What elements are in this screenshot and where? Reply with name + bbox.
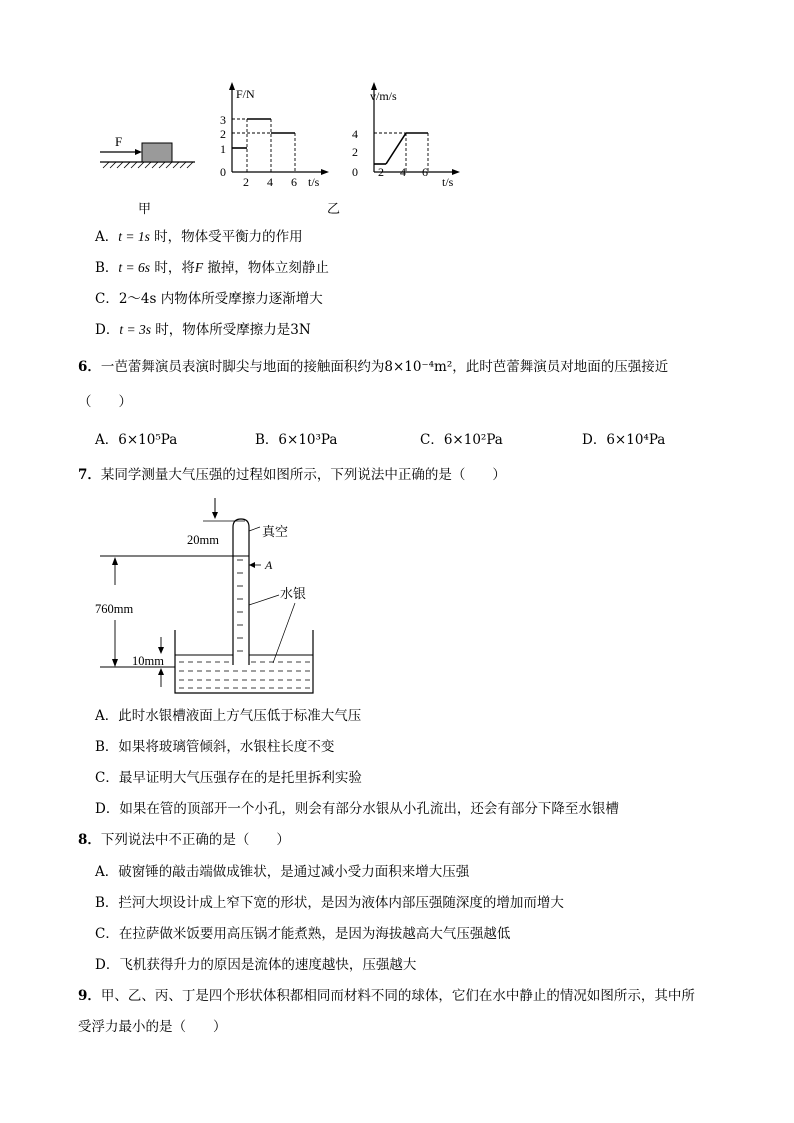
f-tick-1: 1 (220, 142, 226, 156)
v-xtick-4: 4 (400, 165, 406, 179)
v-xtick-6: 6 (422, 165, 428, 179)
q7-option-a: A．此时水银槽液面上方气压低于标准大气压 (95, 708, 362, 724)
q8-option-b: B．拦河大坝设计成上窄下宽的形状，是因为液体内部压强随深度的增加而增大 (95, 895, 564, 911)
q8-option-d: D．飞机获得升力的原因是流体的速度越快，压强越大 (95, 957, 417, 973)
q6-option-c: C．6×10²Pa (420, 432, 503, 448)
q7-option-c: C．最早证明大气压强存在的是托里拆利实验 (95, 770, 362, 786)
force-label: F (115, 134, 123, 149)
label-mercury: 水银 (280, 586, 307, 601)
q5-figure (95, 80, 475, 220)
f-xtick-6: 6 (291, 175, 297, 189)
q6-option-d: D．6×10⁴Pa (582, 432, 666, 448)
f-xtick-4: 4 (267, 175, 273, 189)
v-tick-4: 4 (352, 127, 358, 141)
f-axis-label: F/N (236, 87, 255, 101)
force-time-graph (220, 82, 329, 189)
label-vacuum: 真空 (262, 524, 289, 539)
block-diagram (100, 134, 195, 168)
q9-stem-line2: 受浮力最小的是（ ） (78, 1019, 227, 1035)
q5-option-c: C．2～4s 内物体所受摩擦力逐渐增大 (95, 291, 323, 307)
q7-option-b: B．如果将玻璃管倾斜，水银柱长度不变 (95, 739, 335, 755)
v-tick-2: 2 (352, 145, 358, 159)
caption-jia: 甲 (138, 201, 152, 216)
f-tick-2: 2 (220, 127, 226, 141)
f-x-unit: t/s (308, 175, 320, 189)
q6-stem: 6．一芭蕾舞演员表演时脚尖与地面的接触面积约为8×10⁻⁴m²，此时芭蕾舞演员对地面的压强接近 (78, 359, 669, 375)
torricelli-figure (95, 495, 325, 700)
f-tick-0: 0 (220, 165, 226, 179)
q8-stem: 8．下列说法中不正确的是（ ） (78, 832, 290, 848)
q7-option-d: D．如果在管的顶部开一个小孔，则会有部分水银从小孔流出，还会有部分下降至水银槽 (95, 801, 619, 817)
f-tick-3: 3 (220, 113, 226, 127)
label-20mm: 20mm (187, 533, 219, 547)
block (142, 143, 172, 162)
f-xtick-2: 2 (243, 175, 249, 189)
q5-option-d: D．t = 3s 时，物体所受摩擦力是3N (95, 322, 311, 338)
v-xtick-2: 2 (378, 165, 384, 179)
v-tick-0: 0 (352, 165, 358, 179)
caption-yi: 乙 (327, 201, 341, 216)
q8-option-a: A．破窗锤的敲击端做成锥状，是通过减小受力面积来增大压强 (95, 864, 470, 880)
v-axis-label: v/m/s (370, 89, 397, 103)
q8-option-c: C．在拉萨做米饭要用高压锅才能煮熟，是因为海拔越高大气压强越低 (95, 926, 511, 942)
q6-option-a: A．6×10⁵Pa (95, 432, 178, 448)
q5-option-a: A．t = 1s 时，物体受平衡力的作用 (95, 229, 303, 245)
label-10mm: 10mm (132, 654, 164, 668)
q6-option-b: B．6×10³Pa (255, 432, 338, 448)
q7-stem: 7．某同学测量大气压强的过程如图所示，下列说法中正确的是（ ） (78, 467, 506, 483)
label-760mm: 760mm (95, 602, 134, 616)
q9-stem-line1: 9．甲、乙、丙、丁是四个形状体积都相同而材料不同的球体，它们在水中静止的情况如图所示，其中所 (78, 988, 695, 1004)
q5-option-b: B．t = 6s 时，将F 撤掉，物体立刻静止 (95, 260, 329, 276)
velocity-time-graph (352, 82, 460, 189)
v-x-unit: t/s (442, 175, 454, 189)
label-a: A (265, 558, 273, 572)
q6-paren: （ ） (78, 394, 132, 410)
